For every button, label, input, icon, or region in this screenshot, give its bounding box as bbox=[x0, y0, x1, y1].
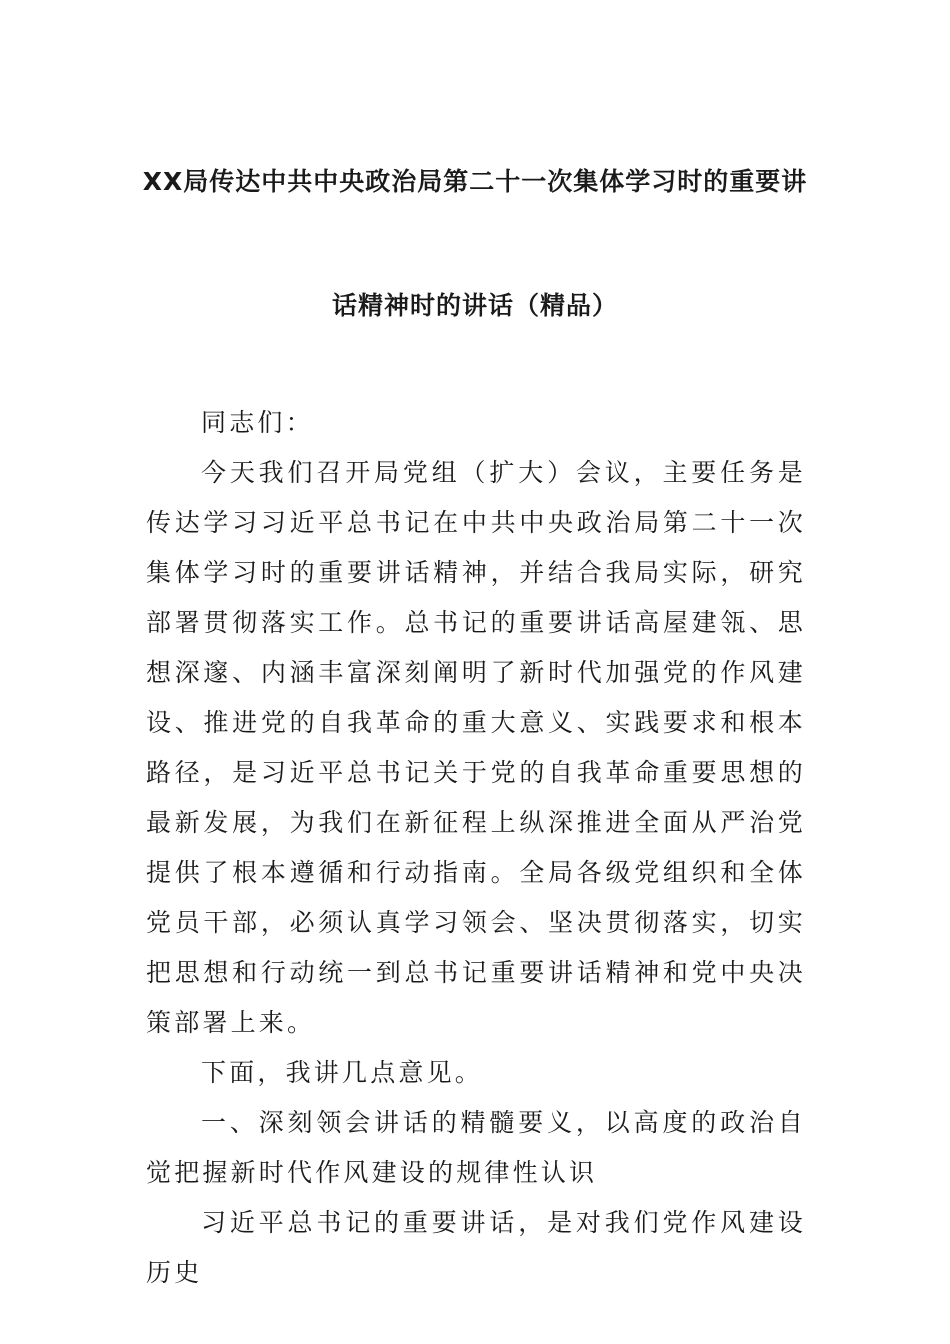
body-paragraph: 下面，我讲几点意见。 bbox=[201, 1058, 484, 1087]
body-paragraph: 习近平总书记的重要讲话，是对我们党作风建设历史 bbox=[146, 1208, 806, 1287]
document-title-line-2: 话精神时的讲话（精品） bbox=[331, 291, 618, 320]
body-paragraph: 今天我们召开局党组（扩大）会议，主要任务是传达学习习近平总书记在中共中央政治局第二十一次集体学习时的重要讲话精神，并结合我局实际，研究部署贯彻落实工作。总书记的重要讲话高屋建瓴、思想深邃、内涵丰富深刻阐明了新时代加强党的作风建设、推进党的自我革命的重大意义、实践要求和根本路径，是习近平总书记关于党的自我革命重要思想的最新发展，为我们在新征程上纵深推进全面从严治党提供了根本遵循和行动指南。全局各级党组织和全体党员干部，必须认真学习领会、坚决贯彻落实，切实把思想和行动统一到总书记重要讲话精神和党中央决策部署上来。 bbox=[146, 458, 806, 1037]
document-body bbox=[146, 398, 806, 1298]
section-heading: 一、深刻领会讲话的精髓要义，以高度的政治自觉把握新时代作风建设的规律性认识 bbox=[146, 1108, 806, 1187]
document-title-line-1: XX局传达中共中央政治局第二十一次集体学习时的重要讲 bbox=[142, 167, 808, 196]
salutation: 同志们： bbox=[201, 408, 314, 437]
